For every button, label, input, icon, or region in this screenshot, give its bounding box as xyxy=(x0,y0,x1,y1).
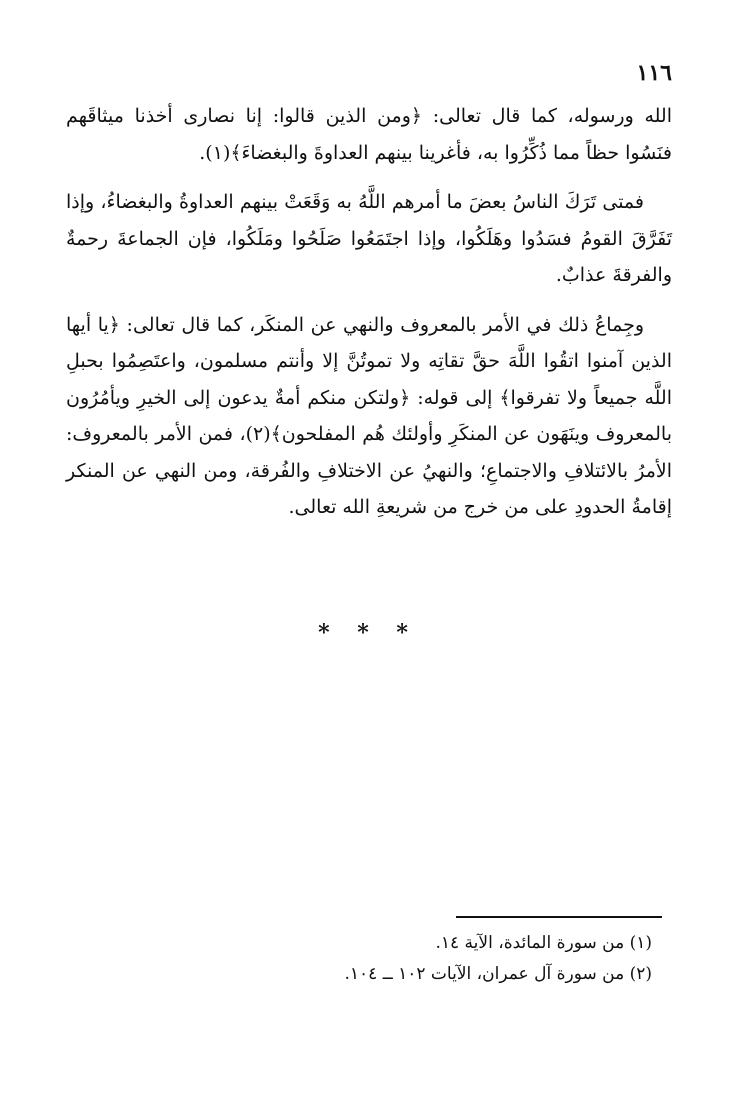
footnote-divider xyxy=(456,916,662,918)
main-text xyxy=(66,98,672,526)
footnote: (٢) من سورة آل عمران، الآيات ١٠٢ ــ ١٠٤. xyxy=(344,964,652,984)
footnote: (١) من سورة المائدة، الآية ١٤. xyxy=(435,933,652,953)
paragraph: وجِماعُ ذلك في الأمر بالمعروف والنهي عن المنكَر، كما قال تعالى: ﴿يا أيها الذين آمنوا اتقُوا اللَّهَ حقَّ تقاتِه ولا تموتُنَّ إلا وأنتم مسلمون، واعتَصِمُوا بحبلِ اللَّه جميعاً ولا تفرقوا﴾ إلى قوله: ﴿ولتكن منكم أمةٌ يدعون إلى الخيرِ ويأمُرُون بالمعروف وينَهَون عن المنكَرِ وأولئك هُم المفلحون﴾(٢)، فمن الأمر بالمعروف: الأمرُ بالائتلافِ والاجتماعِ؛ والنهيُ عن الاختلافِ والفُرقة، ومن النهي عن المنكر إقامةُ الحدودِ على من خرج من شريعةِ الله تعالى. xyxy=(66,313,672,518)
page-number: ١١٦ xyxy=(636,60,672,86)
paragraph: فمتى تَرَكَ الناسُ بعضَ ما أمرهم اللَّهُ به وَقَعَتْ بينهم العداوةُ والبغضاءُ، وإذا تَفَرَّقَ القومُ فسَدُوا وهَلَكُوا، وإذا اجتَمَعُوا صَلَحُوا ومَلَكُوا، فإن الجماعةَ رحمةٌ والفرقةَ عذابٌ. xyxy=(66,191,672,286)
footnotes xyxy=(92,928,652,990)
paragraph: الله ورسوله، كما قال تعالى: ﴿ومن الذين قالوا: إنا نصارى أخذنا ميثاقَهم فنَسُوا حظاً مما ذُكِّرُوا به، فأغرينا بينهم العداوةَ والبغضاءَ﴾(١). xyxy=(66,105,672,164)
section-separator: * * * xyxy=(318,620,418,646)
